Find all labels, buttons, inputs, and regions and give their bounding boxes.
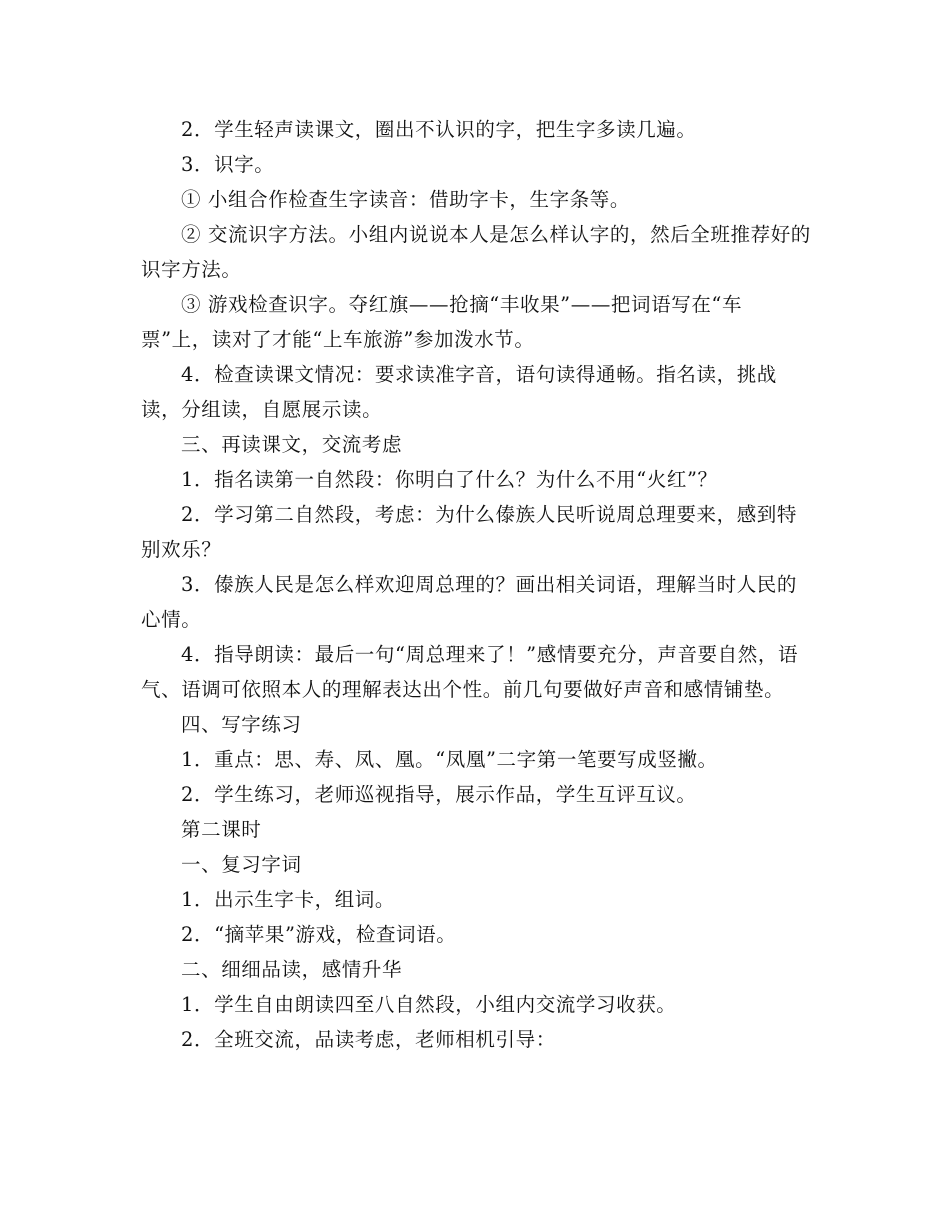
paragraph: 2．学习第二自然段，考虑：为什么傣族人民听说周总理要来，感到特别欢乐？ [141,503,798,561]
paragraph: 2．学生轻声读课文，圈出不认识的字，把生字多读几遍。 [181,118,697,141]
section-heading: 三、再读课文，交流考虑 [181,433,403,456]
paragraph: ③ 游戏检查识字。夺红旗——抢摘“丰收果”——把词语写在“车票”上，读对了才能“上车旅游”参加泼水节。 [141,293,743,351]
paragraph: ② 交流识字方法。小组内说说本人是怎么样认字的，然后全班推荐好的识字方法。 [141,223,811,281]
paragraph: 2．全班交流，品读考虑，老师相机引导： [181,1028,556,1051]
paragraph: 1．学生自由朗读四至八自然段，小组内交流学习收获。 [181,993,677,1016]
paragraph: 1．重点：思、寿、凤、凰。“凤凰”二字第一笔要写成竖撇。 [181,748,718,771]
section-heading: 一、复习字词 [181,853,302,876]
section-heading: 四、写字练习 [181,713,302,736]
paragraph: 1．指名读第一自然段：你明白了什么？为什么不用“火红”？ [181,468,718,491]
paragraph: ① 小组合作检查生字读音：借助字卡，生字条等。 [181,188,630,211]
section-heading: 二、细细品读，感情升华 [181,958,403,981]
paragraph: 2．“摘苹果”游戏，检查词语。 [181,923,457,946]
paragraph: 4．检查读课文情况：要求读准字音，语句读得通畅。指名读，挑战读，分组读，自愿展示读。 [141,363,777,421]
paragraph: 1．出示生字卡，组词。 [181,888,396,911]
paragraph: 2．学生练习，老师巡视指导，展示作品，学生互评互议。 [181,783,697,806]
paragraph: 4．指导朗读：最后一句“周总理来了！”感情要充分，声音要自然，语气、语调可依照本人的理解表达出个性。前几句要做好声音和感情铺垫。 [141,643,799,701]
paragraph: 3．识字。 [181,153,275,176]
paragraph: 3．傣族人民是怎么样欢迎周总理的？画出相关词语，理解当时人民的心情。 [141,573,798,631]
lesson-heading: 第二课时 [181,818,262,841]
document-page [141,112,811,1057]
